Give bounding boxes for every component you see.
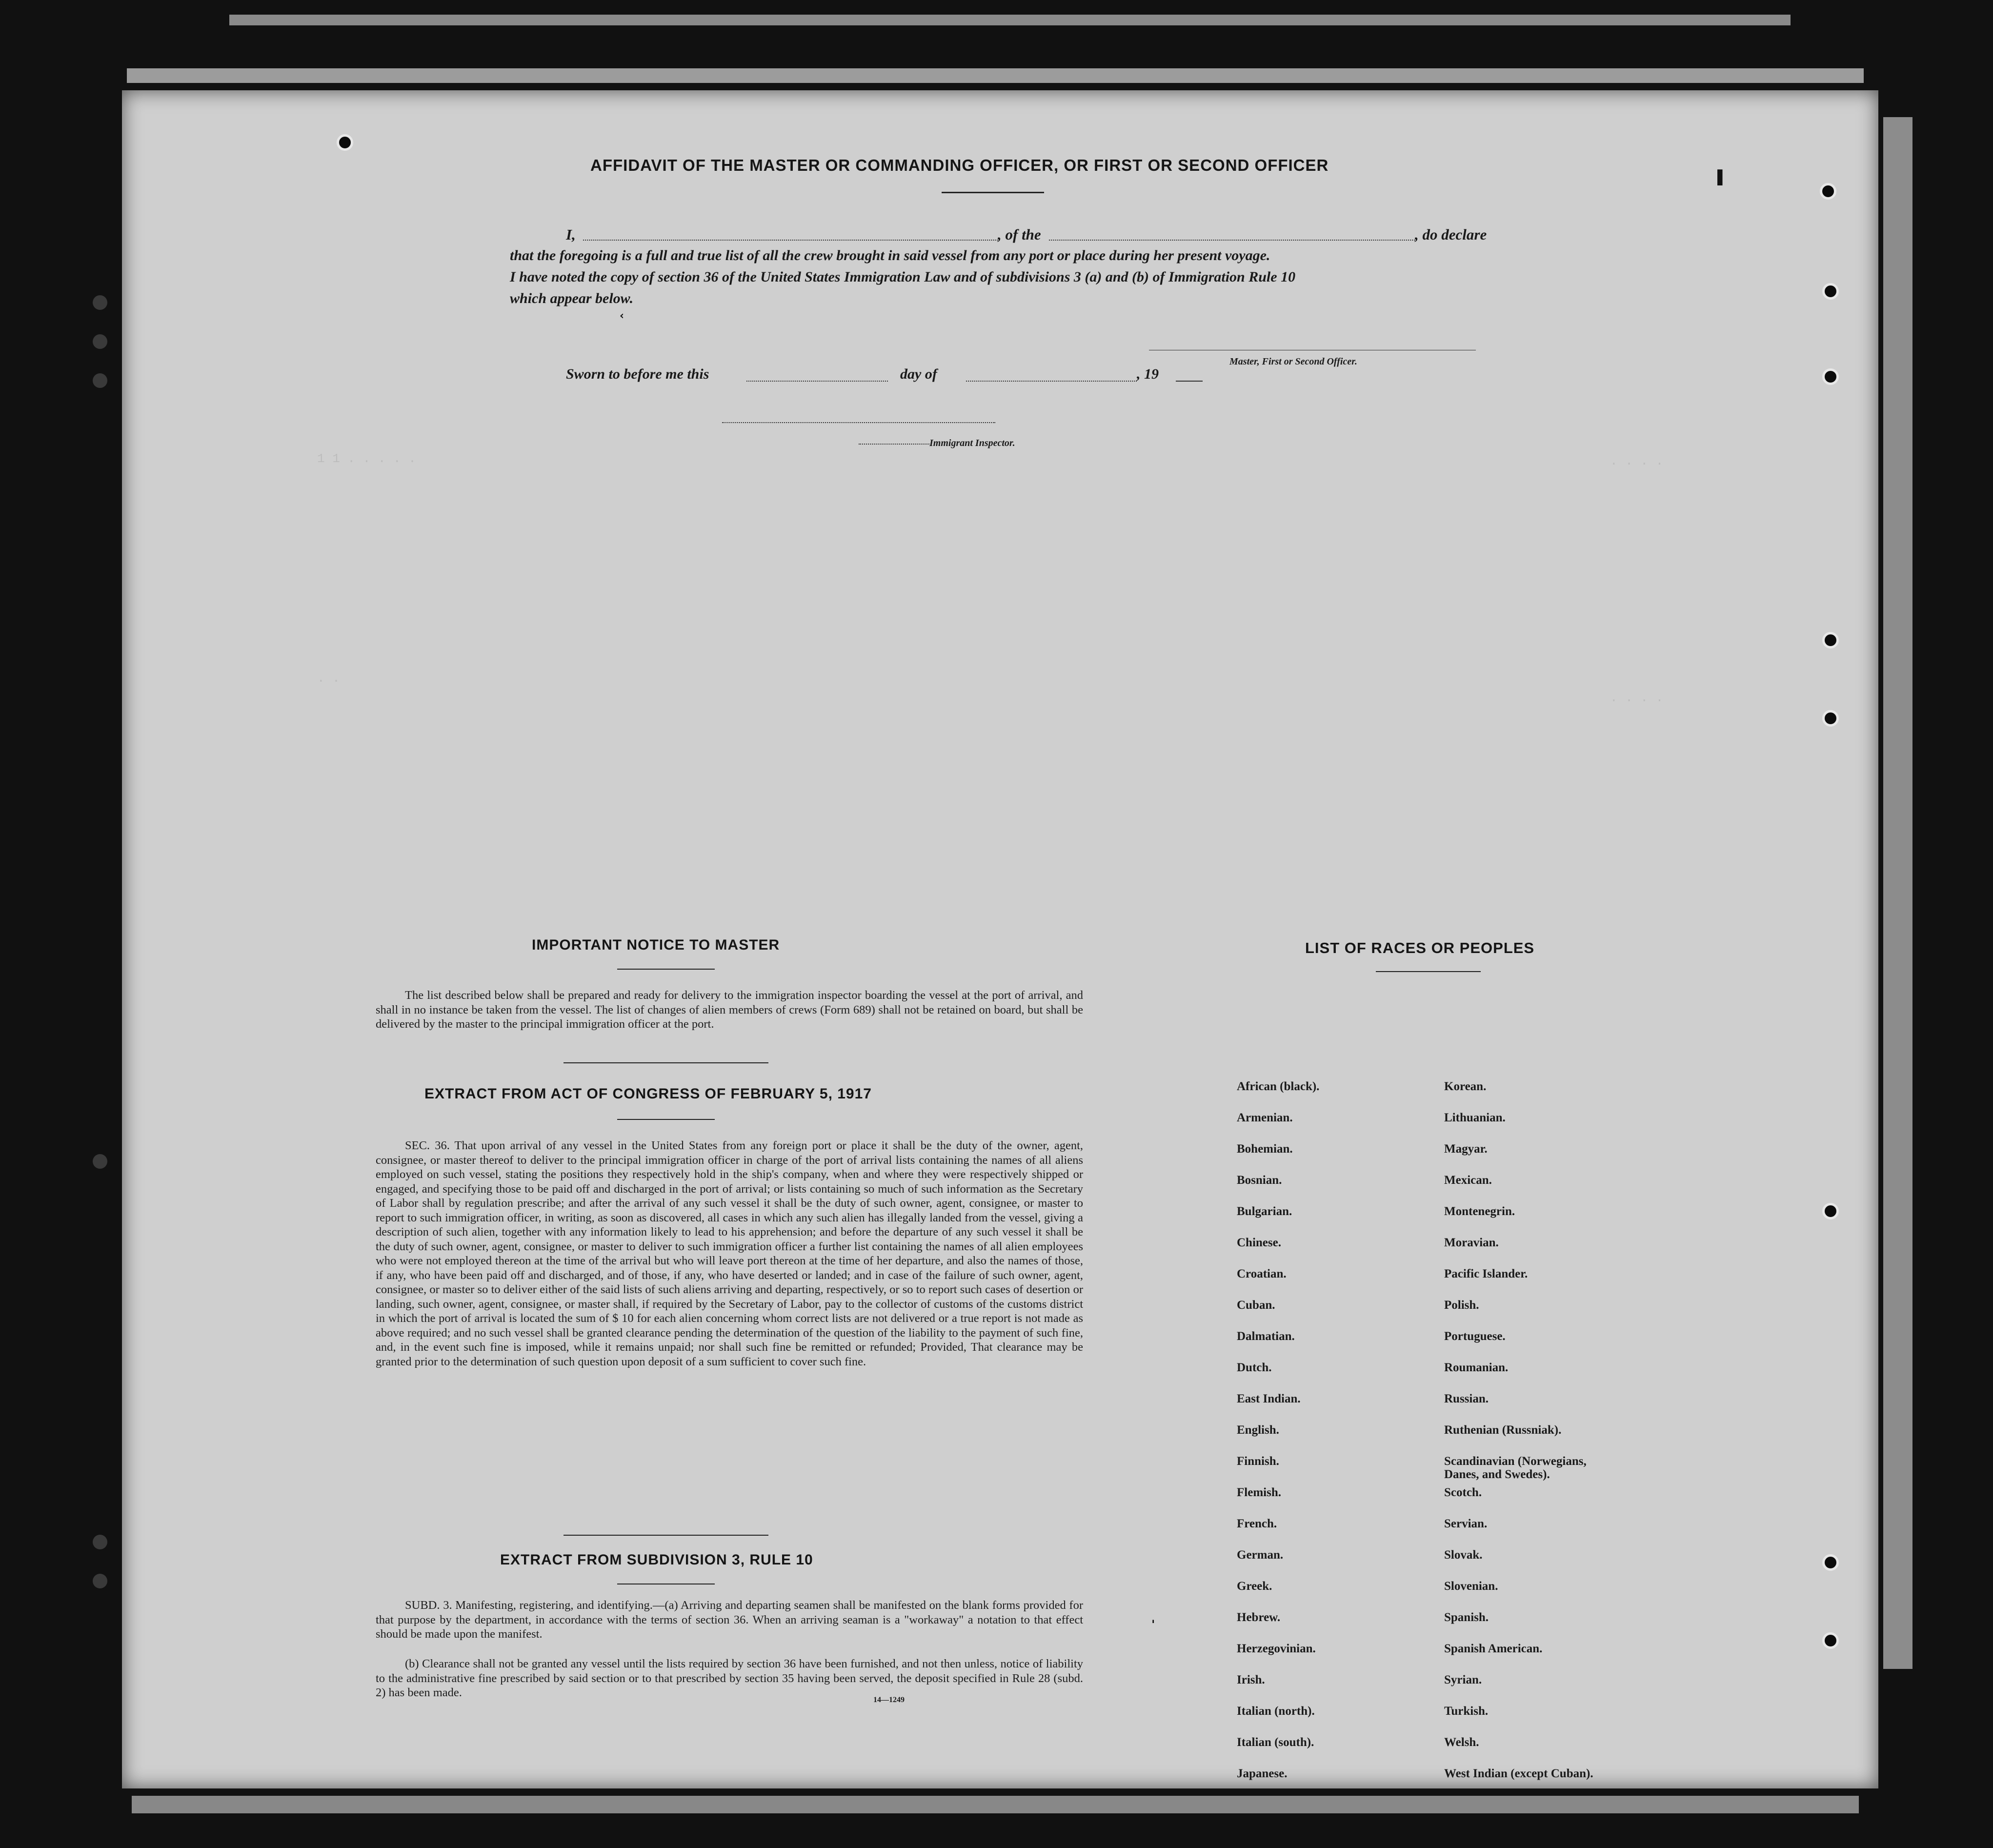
race-item: Bosnian.: [1237, 1174, 1282, 1187]
race-item: Greek.: [1237, 1580, 1272, 1593]
race-item: Turkish.: [1444, 1705, 1489, 1718]
affidavit-line-4: which appear below.: [510, 290, 634, 306]
stray-mark: ‹: [620, 310, 624, 322]
sheet-edge-bottom: [132, 1796, 1859, 1813]
notice-title-rule: [617, 969, 715, 970]
act-section-36-text: SEC. 36. That upon arrival of any vessel in the United States from any foreign port or place it shall be the duty of the owner, agent, consignee, or master thereof to deliver to the principal immigration officer in charge of the port of arrival lists containing the names of all aliens employed on such vessel, stating the positions they respectively hold in the ship's company, when and where they were respectively shipped or engaged, and specifying those to be paid off and discharged in the port of arrival; or lists containing so much of such information as the Secretary of Labor shall by regulation prescribe; and after the arrival of any such vessel it shall be the duty of such owner, agent, consignee, or master to report to such immigration officer, in writing, as soon as discovered, all cases in which any such alien has illegally landed from the vessel, giving a description of such alien, together with any information likely to lead to his apprehension; and before the departure of any such vessel it shall be the duty of such owner, agent, consignee, or master to deliver to such immigration officer a further list containing the names of all alien employees who were not employed thereon at the time of the arrival but who will leave port thereon at the time of her departure, and also the names of those, if any, who have been paid off and discharged, and of those, if any, who have deserted or landed; and in case of the failure of such owner, agent, consignee, or master so to deliver either of the said lists of such aliens arriving and departing, respectively, or so to report such cases of desertion or landing, such owner, agent, consignee, or master shall, if required by the Secretary of Labor, pay to the collector of customs of the customs district in which the port of arrival is located the sum of $ 10 for each alien concerning whom correct lists are not delivered or a true report is not made as above required; and no such vessel shall be granted clearance pending the determination of the question of the liability to the payment of such fine, and, in the event such fine is imposed, while it remains unpaid; nor shall such fine be remitted or refunded; Provided, That clearance may be granted prior to the determination of such question upon deposit of a sum sufficient to cover such fine.: [376, 1139, 1083, 1368]
race-item: Italian (north).: [1237, 1705, 1315, 1718]
race-item: French.: [1237, 1517, 1277, 1530]
sworn-year-field[interactable]: [1176, 381, 1203, 382]
race-item: Portuguese.: [1444, 1330, 1506, 1343]
punch-hole-left: [93, 1154, 107, 1169]
race-item: Pacific Islander.: [1444, 1267, 1528, 1280]
race-item: Cuban.: [1237, 1299, 1275, 1312]
race-item: Montenegrin.: [1444, 1205, 1515, 1218]
race-item: Bohemian.: [1237, 1142, 1293, 1156]
punch-hole-left: [93, 1574, 107, 1588]
affidavit-title-rule: [942, 192, 1044, 193]
punch-hole-right: [1822, 710, 1839, 727]
margin-tick-mark: ı: [1715, 159, 1725, 193]
affidavit-i-label: I,: [566, 226, 576, 243]
rule-title: EXTRACT FROM SUBDIVISION 3, RULE 10: [500, 1552, 813, 1568]
race-item: Polish.: [1444, 1299, 1479, 1312]
race-item: Servian.: [1444, 1517, 1488, 1530]
race-item: Spanish American.: [1444, 1642, 1543, 1655]
race-item: Herzegovinian.: [1237, 1642, 1316, 1655]
bleed-through-row: . .: [317, 671, 340, 686]
race-item: Scotch.: [1444, 1486, 1482, 1499]
affidavit-title: AFFIDAVIT OF THE MASTER OR COMMANDING OFFICER, OR FIRST OR SECOND OFFICER: [590, 156, 1329, 174]
race-item: African (black).: [1237, 1080, 1320, 1093]
punch-hole-right: [1822, 368, 1839, 385]
sworn-year-prefix: , 19: [1137, 366, 1159, 382]
notice-title: IMPORTANT NOTICE TO MASTER: [532, 937, 780, 953]
races-title: LIST OF RACES OR PEOPLES: [1305, 939, 1535, 956]
races-title-rule: [1376, 971, 1481, 972]
race-item: East Indian.: [1237, 1392, 1301, 1405]
affidavit-vessel-field[interactable]: [1049, 240, 1415, 241]
race-item: Mexican.: [1444, 1174, 1492, 1187]
inspector-signature-line[interactable]: [722, 422, 995, 423]
rule-subd-a-text: SUBD. 3. Manifesting, registering, and identifying.—(a) Arriving and departing seamen shall be manifested on the blank forms provided for that purpose by the department, in accordance with the terms of section 36. When an arriving seaman is a "workaway" a notation to that effect should be made upon the manifest.: [376, 1599, 1083, 1641]
race-item: Moravian.: [1444, 1236, 1499, 1249]
sheet-edge-right: [1883, 117, 1912, 1669]
affidavit-line-2: that the foregoing is a full and true list of all the crew brought in said vessel from any port or place during her present voyage.: [510, 247, 1270, 264]
race-item: Hebrew.: [1237, 1611, 1281, 1624]
punch-hole-right: [1822, 632, 1839, 649]
race-item: Finnish.: [1237, 1455, 1279, 1468]
bleed-through-row: . . . .: [1610, 454, 1664, 468]
race-item: Syrian.: [1444, 1673, 1482, 1686]
notice-divider: [564, 1062, 768, 1063]
race-item: Spanish.: [1444, 1611, 1489, 1624]
notice-text: The list described below shall be prepared and ready for delivery to the immigration inspector boarding the vessel at the port of arrival, and shall in no instance be taken from the vessel. The list of changes of alien members of crews (Form 689) shall not be retained on board, but shall be delivered by the master to the principal immigration officer at the port.: [376, 989, 1083, 1031]
race-item: Welsh.: [1444, 1736, 1479, 1749]
rule-subd-b-text: (b) Clearance shall not be granted any vessel until the lists required by section 36 have been furnished, and not then unless, notice of liability to the administrative fine prescribed by said section or to that prescribed by section 35 having been served, the deposit specified in Rule 28 (subd. 2) has been made.: [376, 1657, 1083, 1699]
sworn-month-field[interactable]: [966, 381, 1137, 382]
inspector-name-line[interactable]: [859, 444, 929, 445]
act-title-rule: [617, 1119, 715, 1120]
affidavit-name-field[interactable]: [583, 240, 998, 241]
race-item: Chinese.: [1237, 1236, 1281, 1249]
punch-hole: [337, 134, 353, 151]
punch-hole-left: [93, 334, 107, 349]
manifest-page: [122, 90, 1878, 1788]
sworn-day-of-label: day of: [900, 366, 937, 382]
form-number: 14—1249: [873, 1696, 905, 1704]
race-item: Magyar.: [1444, 1142, 1488, 1156]
punch-hole-left: [93, 1535, 107, 1549]
bleed-through-row: . . . .: [1610, 690, 1664, 705]
sworn-day-field[interactable]: [746, 381, 888, 382]
punch-hole-right: [1822, 1554, 1839, 1571]
affidavit-of-the-label: , of the: [998, 226, 1041, 243]
race-item: Ruthenian (Russniak).: [1444, 1423, 1562, 1437]
race-item: Dutch.: [1237, 1361, 1272, 1374]
sworn-label: Sworn to before me this: [566, 366, 709, 382]
race-item: Scandinavian (Norwegians, Danes, and Swedes).: [1444, 1455, 1587, 1481]
race-item: Croatian.: [1237, 1267, 1287, 1280]
stray-mark: ': [1151, 1618, 1155, 1631]
bleed-through-row: 1 1 . . . . .: [317, 451, 416, 466]
race-item: Slovak.: [1444, 1548, 1483, 1562]
affidavit-declare-label: , do declare: [1415, 226, 1487, 243]
sheet-edge-top: [229, 15, 1791, 25]
sheet-edge-top-2: [127, 68, 1864, 83]
race-item: German.: [1237, 1548, 1284, 1562]
race-item: Korean.: [1444, 1080, 1487, 1093]
race-item: Russian.: [1444, 1392, 1489, 1405]
race-item: Armenian.: [1237, 1111, 1293, 1124]
punch-hole-left: [93, 373, 107, 388]
race-item: Bulgarian.: [1237, 1205, 1292, 1218]
race-item: Roumanian.: [1444, 1361, 1509, 1374]
race-item: Slovenian.: [1444, 1580, 1498, 1593]
races-column-1: [1237, 1080, 1319, 1798]
punch-hole-right: [1822, 1632, 1839, 1649]
officer-signature-caption: Master, First or Second Officer.: [1229, 356, 1357, 367]
race-item: Irish.: [1237, 1673, 1265, 1686]
race-item: Dalmatian.: [1237, 1330, 1295, 1343]
race-item: Italian (south).: [1237, 1736, 1314, 1749]
act-title: EXTRACT FROM ACT OF CONGRESS OF FEBRUARY 5, 1917: [424, 1086, 872, 1102]
inspector-caption: Immigrant Inspector.: [929, 438, 1015, 448]
punch-hole-right: [1822, 283, 1839, 300]
punch-hole-right: [1820, 183, 1836, 200]
races-column-2: [1444, 1080, 1593, 1798]
race-item: Japanese.: [1237, 1767, 1288, 1780]
rule-divider: [564, 1535, 768, 1536]
race-item: Lithuanian.: [1444, 1111, 1506, 1124]
race-item: Flemish.: [1237, 1486, 1281, 1499]
punch-hole-right: [1822, 1203, 1839, 1219]
race-item: West Indian (except Cuban).: [1444, 1767, 1593, 1780]
punch-hole-left: [93, 295, 107, 310]
affidavit-line-3: I have noted the copy of section 36 of the United States Immigration Law and of subdivisions 3 (a) and (b) of Immigration Rule 10: [510, 269, 1296, 285]
race-item: English.: [1237, 1423, 1279, 1437]
